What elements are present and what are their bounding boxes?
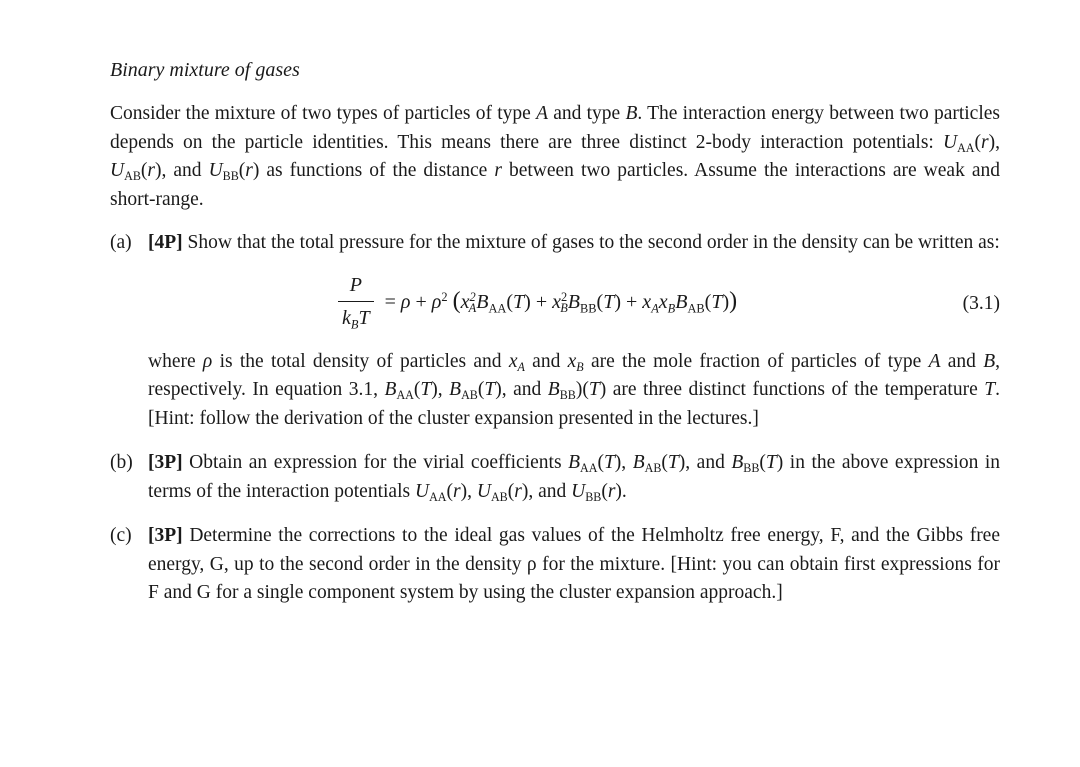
part-c-text: Determine the corrections to the ideal gas values of the Helmholtz free energy, F, and the Gibbs free energy, G, up to the second order in the density ρ for the mixture. [Hint: you can obtain first expressions for F and G for a single component system by using the cluster expansion approach.]	[148, 525, 1000, 603]
intro-paragraph: Consider the mixture of two types of particles of type A and type B. The interaction energy between two particles depends on the particle identities. This means there are three distinct 2-body interaction potentials: $U_{AA}(r)$, $U_{AB}(r)$, and $U_{BB}(r)$ as functions of the distance r between two particles. Assume the interactions are weak and short-range.	[110, 103, 1000, 210]
problem-title: Binary mixture of gases	[110, 59, 300, 81]
equation-number: (3.1)	[962, 292, 1000, 314]
part-b-points: [3P]	[148, 452, 183, 473]
part-a-label: (a)	[110, 232, 132, 253]
part-c-points: [3P]	[148, 525, 183, 546]
part-c	[110, 522, 1000, 608]
part-b: (b) [3P] Obtain an expression for the virial coefficients $B_{AA}(T)$, $B_{AB}(T)$, and $B_{BB}(T)$ in the above expression in terms of the interaction potentials $U_{AA}(r)$, $U_{AB}(r)$, and $U_{BB}(r)$.	[110, 449, 1000, 506]
part-c-label: (c)	[110, 525, 132, 546]
document-page	[110, 56, 1000, 608]
part-a: (a) [4P] Show that the total pressure for the mixture of gases to the second order in the density can be written as: $\frac{P}{k_BT}$ = $\rho + \rho^2$ $(x^2_AB_{AA}(T) + x^2_BB_{BB}(T) + x_Ax_BB_{AB}(T))$ (3.1) where ρ is the total density of particles and $x_A$ and $x_B$ are the mole fraction of particles of type A and B, respectively. In equation 3.1, $B_{AA}(T)$, $B_{AB}(T)$, and $B_{BB})(T)$ are three distinct functions of the temperature T. [Hint: follow the derivation of the cluster expansion presented in the lectures.]	[110, 229, 1000, 433]
equation-3-1	[148, 266, 1000, 338]
part-a-points: [4P]	[148, 232, 183, 253]
part-b-label: (b)	[110, 452, 133, 473]
pressure-equation: $\frac{P}{k_BT}$ = $\rho + \rho^2$ $(x^2_AB_{AA}(T) + x^2_BB_{BB}(T) + x_Ax_BB_{AB}(T))$	[338, 272, 737, 332]
